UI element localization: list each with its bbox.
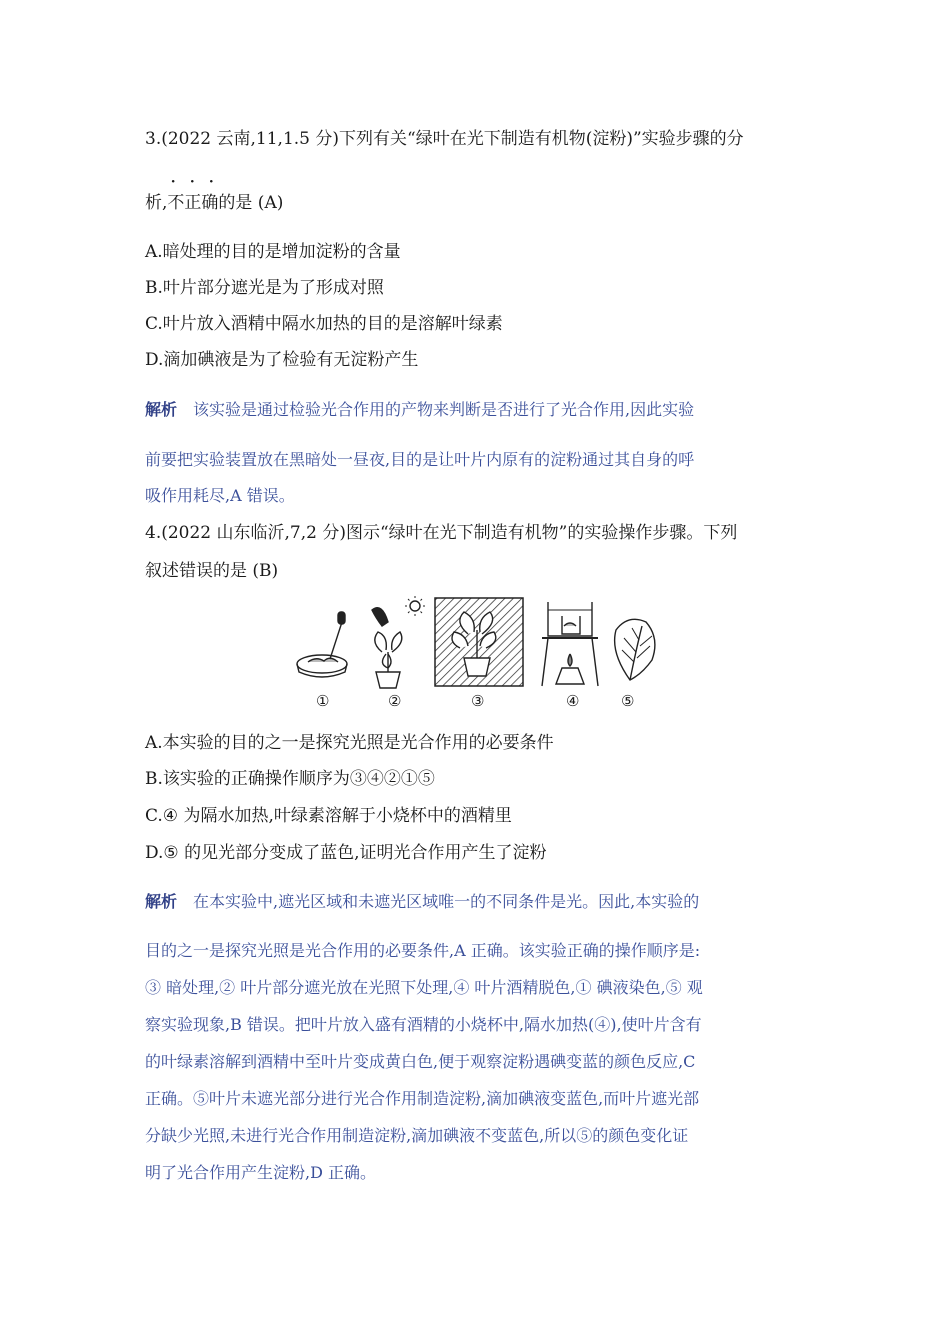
- q4-option-a: A.本实验的目的之一是探究光照是光合作用的必要条件: [145, 733, 554, 753]
- q3-analysis-label: 解析: [145, 400, 178, 419]
- q4-option-d: D.⑤ 的见光部分变成了蓝色,证明光合作用产生了淀粉: [145, 843, 547, 863]
- dark-box-plant-icon: [435, 598, 523, 686]
- potted-plant-foil-icon: [372, 596, 425, 688]
- leaf-icon: [615, 619, 655, 680]
- q3-option-b: B.叶片部分遮光是为了形成对照: [145, 278, 384, 298]
- q3-option-c: C.叶片放入酒精中隔水加热的目的是溶解叶绿素: [145, 314, 503, 334]
- q4-analysis-line7: 分缺少光照,未进行光合作用制造淀粉,滴加碘液不变蓝色,所以⑤的颜色变化证: [145, 1126, 689, 1145]
- q4-stem-line1: 4.(2022 山东临沂,7,2 分)图示“绿叶在光下制造有机物”的实验操作步骤。下列: [145, 523, 738, 543]
- q3-stem-line1: 3.(2022 云南,11,1.5 分)下列有关“绿叶在光下制造有机物(淀粉)”实验步骤的分: [145, 129, 744, 149]
- q4-analysis-line2: 目的之一是探究光照是光合作用的必要条件,A 正确。该实验正确的操作顺序是:: [145, 941, 701, 960]
- experiment-figure: [290, 592, 670, 714]
- q3-analysis-line1: 解析 该实验是通过检验光合作用的产物来判断是否进行了光合作用,因此实验: [145, 400, 695, 419]
- q4-analysis-line1: 解析 在本实验中,遮光区域和未遮光区域唯一的不同条件是光。因此,本实验的: [145, 892, 700, 911]
- figure-label-3: ③: [471, 692, 485, 710]
- emphasis-dots: · · ·: [170, 169, 215, 193]
- water-bath-heating-icon: [542, 602, 598, 686]
- dish-dropper-icon: [297, 612, 347, 677]
- q4-analysis-line5: 的叶绿素溶解到酒精中至叶片变成黄白色,便于观察淀粉遇碘变蓝的颜色反应,C: [145, 1052, 696, 1071]
- figure-label-5: ⑤: [621, 692, 635, 710]
- q3-option-a: A.暗处理的目的是增加淀粉的含量: [145, 242, 401, 262]
- q3-stem-line2: 析,不正确的是 (A): [145, 193, 284, 213]
- figure-label-1: ①: [316, 692, 330, 710]
- q4-analysis-line6: 正确。⑤叶片未遮光部分进行光合作用制造淀粉,滴加碘液变蓝色,而叶片遮光部: [145, 1089, 700, 1108]
- q3-option-d: D.滴加碘液是为了检验有无淀粉产生: [145, 350, 419, 370]
- q4-analysis-line4: 察实验现象,B 错误。把叶片放入盛有酒精的小烧杯中,隔水加热(④),使叶片含有: [145, 1015, 702, 1034]
- q4-analysis-line3: ③ 暗处理,② 叶片部分遮光放在光照下处理,④ 叶片酒精脱色,① 碘液染色,⑤ 观: [145, 978, 703, 997]
- q3-analysis-line2: 前要把实验装置放在黑暗处一昼夜,目的是让叶片内原有的淀粉通过其自身的呼: [145, 450, 695, 469]
- figure-label-4: ④: [566, 692, 580, 710]
- q4-analysis-line8: 明了光合作用产生淀粉,D 正确。: [145, 1163, 377, 1182]
- q4-analysis-label: 解析: [145, 892, 178, 911]
- figure-label-2: ②: [388, 692, 402, 710]
- q3-analysis-line3: 吸作用耗尽,A 错误。: [145, 486, 295, 505]
- q4-option-b: B.该实验的正确操作顺序为③④②①⑤: [145, 769, 435, 789]
- q4-option-c: C.④ 为隔水加热,叶绿素溶解于小烧杯中的酒精里: [145, 806, 512, 826]
- q4-stem-line2: 叙述错误的是 (B): [145, 561, 279, 581]
